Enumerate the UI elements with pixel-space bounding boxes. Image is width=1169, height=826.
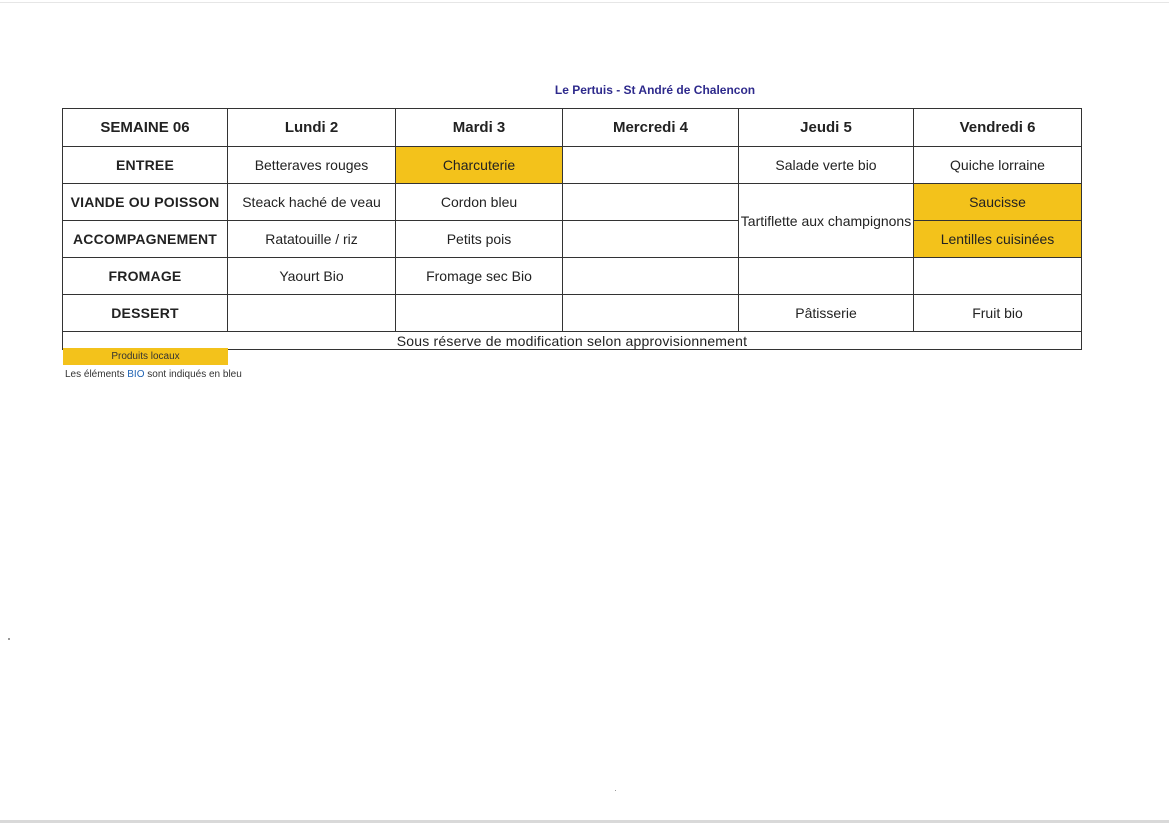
week-label: SEMAINE 06 — [63, 109, 228, 147]
menu-cell — [563, 184, 739, 221]
day-header-tuesday: Mardi 3 — [396, 109, 563, 147]
menu-cell-bio: Yaourt Bio — [228, 258, 396, 295]
menu-cell — [563, 147, 739, 184]
menu-cell — [563, 221, 739, 258]
scan-edge-bottom — [0, 820, 1169, 823]
table-row-dessert — [63, 295, 1082, 332]
menu-cell-bio: Fromage sec Bio — [396, 258, 563, 295]
menu-cell — [228, 295, 396, 332]
day-header-wednesday: Mercredi 4 — [563, 109, 739, 147]
scan-speck — [8, 638, 10, 640]
day-header-monday: Lundi 2 — [228, 109, 396, 147]
menu-cell: Steack haché de veau — [228, 184, 396, 221]
menu-cell: Pâtisserie — [739, 295, 914, 332]
menu-cell — [563, 258, 739, 295]
menu-table — [62, 108, 1082, 350]
menu-cell-local: Charcuterie — [396, 147, 563, 184]
row-label-entree: ENTREE — [63, 147, 228, 184]
table-row-fromage — [63, 258, 1082, 295]
scan-edge-top — [0, 2, 1169, 3]
menu-cell — [396, 295, 563, 332]
row-label-dessert: DESSERT — [63, 295, 228, 332]
menu-cell: Cordon bleu — [396, 184, 563, 221]
legend-bio — [65, 369, 242, 380]
header-row — [63, 109, 1082, 147]
legend-bio-prefix: Les éléments — [65, 369, 125, 380]
table-row-entree — [63, 147, 1082, 184]
row-label-fromage: FROMAGE — [63, 258, 228, 295]
notice-row — [63, 332, 1082, 350]
legend-bio-word: BIO — [127, 369, 145, 380]
table-row-viande — [63, 184, 1082, 221]
row-label-accompagnement: ACCOMPAGNEMENT — [63, 221, 228, 258]
legend-local-products: Produits locaux — [63, 348, 228, 365]
scan-speck — [615, 790, 616, 791]
row-label-viande: VIANDE OU POISSON — [63, 184, 228, 221]
menu-cell — [563, 295, 739, 332]
menu-cell: Ratatouille / riz — [228, 221, 396, 258]
menu-cell-merged: Tartiflette aux champignons — [739, 184, 914, 258]
menu-cell — [914, 258, 1082, 295]
menu-cell — [739, 258, 914, 295]
menu-cell-bio: Fruit bio — [914, 295, 1082, 332]
day-header-friday: Vendredi 6 — [914, 109, 1082, 147]
table-row-accompagnement — [63, 221, 1082, 258]
menu-cell-local: Lentilles cuisinées — [914, 221, 1082, 258]
day-header-thursday: Jeudi 5 — [739, 109, 914, 147]
menu-cell-local: Saucisse — [914, 184, 1082, 221]
menu-cell: Quiche lorraine — [914, 147, 1082, 184]
menu-cell: Betteraves rouges — [228, 147, 396, 184]
menu-cell: Petits pois — [396, 221, 563, 258]
supply-notice: Sous réserve de modification selon approvisionnement — [63, 332, 1082, 350]
legend-bio-suffix: sont indiqués en bleu — [147, 369, 242, 380]
menu-cell-bio: Salade verte bio — [739, 147, 914, 184]
page-title: Le Pertuis - St André de Chalencon — [554, 83, 756, 97]
